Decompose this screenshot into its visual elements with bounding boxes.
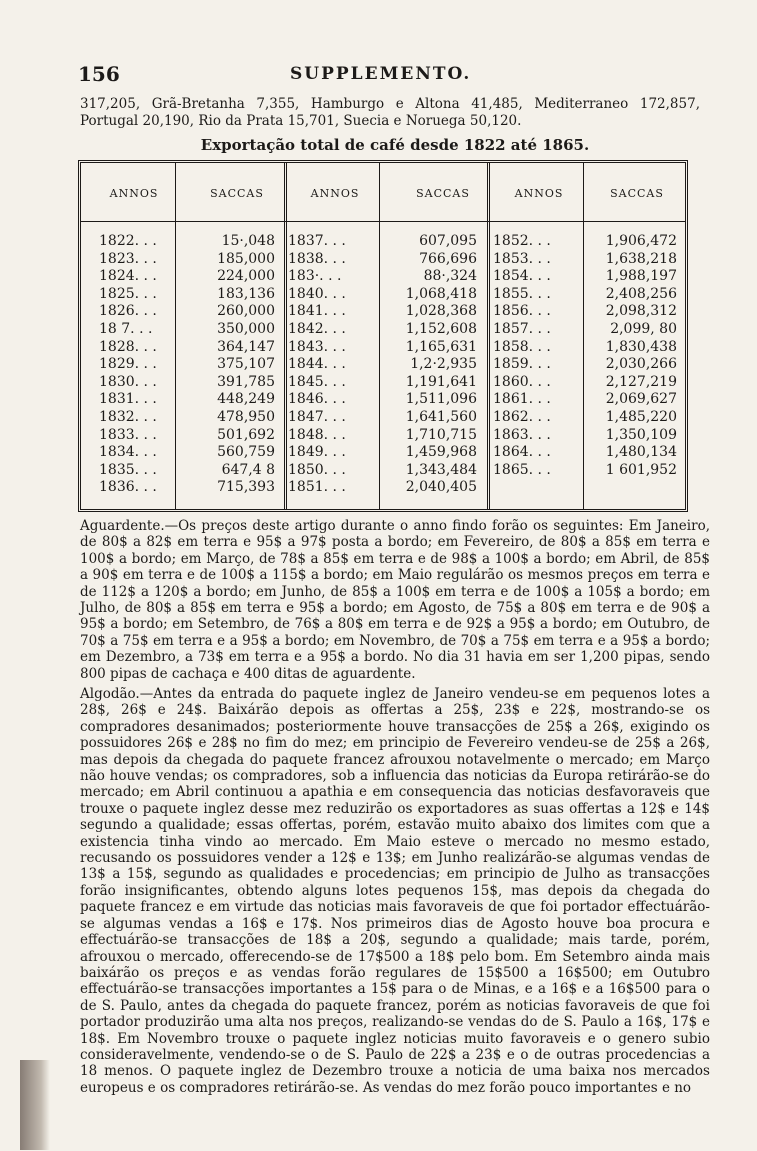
table-cell: 1,988,197 — [605, 268, 677, 285]
table-cell: 88·,324 — [423, 268, 477, 285]
table-cell: 224,000 — [217, 268, 275, 285]
col-divider — [284, 163, 287, 509]
table-cell: 2,408,256 — [605, 285, 677, 302]
table-cell: 1854. . . — [493, 268, 551, 285]
table-cell: 1,641,560 — [405, 408, 477, 425]
table-cell: 2,099, 80 — [610, 320, 677, 337]
table-cell: 1831. . . — [99, 391, 157, 408]
intro-text: 317,205, Grã-Bretanha 7,355, Hamburgo e Altona 41,485, Mediterraneo 172,857, Portugal 20,190, Rio da Prata 15,701, Suecia e Noruega 50,120. — [80, 96, 700, 129]
table-cell: 1,343,484 — [405, 461, 477, 478]
table-cell: 1837. . . — [288, 233, 346, 249]
table-cell: 478,950 — [217, 408, 275, 425]
table-cell: 1864. . . — [493, 444, 551, 461]
col-divider — [379, 163, 380, 509]
col-divider — [583, 163, 584, 509]
table-cell: 1,485,220 — [605, 408, 677, 425]
table-cell: 766,696 — [419, 250, 477, 267]
table-cell: 1836. . . — [99, 479, 157, 496]
table-cell: 183·. . . — [288, 268, 342, 285]
table-cell: 1835. . . — [99, 461, 157, 478]
years-col-3 — [493, 233, 581, 479]
table-cell: 2,030,266 — [605, 356, 677, 373]
saccas-col-2 — [381, 233, 477, 497]
table-cell: 1862. . . — [493, 408, 551, 425]
table-cell: 1,830,438 — [605, 338, 677, 355]
export-table — [78, 160, 688, 512]
table-cell: 1,710,715 — [405, 426, 477, 443]
table-cell: 1,191,641 — [405, 373, 477, 390]
table-cell: 183,136 — [217, 285, 275, 302]
table-title: Exportação total de café desde 1822 até 1865. — [200, 136, 590, 154]
table-cell: 15·,048 — [221, 233, 275, 249]
table-cell: 501,692 — [217, 426, 275, 443]
table-cell: 1,028,368 — [405, 303, 477, 320]
table-cell: 1825. . . — [99, 285, 157, 302]
table-cell: 1851. . . — [288, 479, 346, 496]
table-cell: 1865. . . — [493, 461, 551, 478]
table-cell: 1845. . . — [288, 373, 346, 390]
table-cell: 1830. . . — [99, 373, 157, 390]
saccas-col-3 — [587, 233, 677, 479]
table-cell: 2,098,312 — [605, 303, 677, 320]
header-annos-1: ANNOS — [109, 187, 159, 200]
table-cell: 1,906,472 — [605, 233, 677, 249]
table-cell: 391,785 — [217, 373, 275, 390]
table-cell: 2,040,405 — [405, 479, 477, 496]
table-cell: 1863. . . — [493, 426, 551, 443]
table-cell: 1847. . . — [288, 408, 346, 425]
header-annos-3: ANNOS — [514, 187, 564, 200]
table-cell: 1,2·2,935 — [410, 356, 477, 373]
table-cell: 1855. . . — [493, 285, 551, 302]
col-divider — [175, 163, 176, 509]
table-cell: 1828. . . — [99, 338, 157, 355]
table-cell: 1,165,631 — [405, 338, 477, 355]
table-cell: 1,459,968 — [405, 444, 477, 461]
table-cell: 1 601,952 — [605, 461, 677, 478]
header-saccas-2: SACCAS — [416, 187, 470, 200]
table-cell: 1846. . . — [288, 391, 346, 408]
table-cell: 1823. . . — [99, 250, 157, 267]
table-cell: 1,068,418 — [405, 285, 477, 302]
table-cell: 1856. . . — [493, 303, 551, 320]
table-cell: 1,511,096 — [405, 391, 477, 408]
header-saccas-1: SACCAS — [210, 187, 264, 200]
table-cell: 1852. . . — [493, 233, 551, 249]
table-cell: 185,000 — [217, 250, 275, 267]
page-number: 156 — [78, 62, 120, 86]
saccas-col-1 — [189, 233, 275, 497]
table-cell: 2,069,627 — [605, 391, 677, 408]
table-cell: 1860. . . — [493, 373, 551, 390]
table-cell: 1829. . . — [99, 356, 157, 373]
table-cell: 1838. . . — [288, 250, 346, 267]
paragraph-aguardente: Aguardente.—Os preços deste artigo durante o anno findo forão os seguintes: Em Janeiro, de 80$ a 82$ em terra e 95$ a 97$ posta a bordo; em Fevereiro, de 80$ a 85$ em terra e 100$ a bordo; em Março, de 78$ a 85$ em terra e de 98$ a 100$ a bordo; em Abril, de 85$ a 90$ em terra e de 100$ a 115$ a bordo; em Maio regulárão os mesmos preços em terra e de 112$ a 120$ a bordo; em Junho, de 85$ a 100$ em terra e de 100$ a 105$ a bordo; em Julho, de 80$ a 85$ em terra e 95$ a bordo; em Agosto, de 75$ a 80$ em terra e de 90$ a 95$ a bordo; em Setembro, de 76$ a 80$ em terra e de 92$ a 95$ a bordo; em Outubro, de 70$ a 75$ em terra e a 95$ a bordo; em Novembro, de 70$ a 75$ em terra e a 95$ a bordo; em Dezembro, a 73$ em terra e a 95$ a bordo. No dia 31 havia em ser 1,200 pipas, sendo 800 pipas de cachaça e 400 ditas de aguardente. — [80, 518, 710, 682]
table-cell: 1840. . . — [288, 285, 346, 302]
table-cell: 364,147 — [217, 338, 275, 355]
table-cell: 1858. . . — [493, 338, 551, 355]
table-cell: 1832. . . — [99, 408, 157, 425]
table-cell: 1849. . . — [288, 444, 346, 461]
running-title: SUPPLEMENTO. — [290, 64, 472, 84]
table-cell: 1,350,109 — [605, 426, 677, 443]
table-cell: 1861. . . — [493, 391, 551, 408]
table-cell: 1,152,608 — [405, 320, 477, 337]
table-cell: 715,393 — [217, 479, 275, 496]
table-cell: 1824. . . — [99, 268, 157, 285]
table-cell: 1843. . . — [288, 338, 346, 355]
header-annos-2: ANNOS — [310, 187, 360, 200]
table-cell: 2,127,219 — [605, 373, 677, 390]
years-col-1 — [99, 233, 175, 497]
table-cell: 1833. . . — [99, 426, 157, 443]
table-cell: 1842. . . — [288, 320, 346, 337]
table-cell: 1848. . . — [288, 426, 346, 443]
paragraph-algodao: Algodão.—Antes da entrada do paquete inglez de Janeiro vendeu-se em pequenos lotes a 28$, 26$ e 24$. Baixárão depois as offertas a 25$, 23$ e 22$, mostrando-se os compradores desanimados; posteriormente houve transacções de 25$ a 26$, exigindo os possuidores 26$ e 28$ no fim do mez; em principio de Fevereiro vendeu-se de 25$ a 26$, mas depois da chegada do paquete francez afrouxou notavelmente o mercado; em Março não houve vendas; os compradores, sob a influencia das noticias da Europa retirárão-se do mercado; em Abril continuou a apathia e em consequencia das noticias desfavoraveis que trouxe o paquete inglez desse mez reduzirão os exportadores as suas offertas a 12$ e 14$ segundo a qualidade; essas offertas, porém, estavão muito abaixo dos limites com que a existencia tinha vindo ao mercado. Em Maio esteve o mercado no mesmo estado, recusando os possuidores vender a 12$ e 13$; em Junho realizárão-se algumas vendas de 13$ a 15$, segundo as qualidades e procedencias; em principio de Julho as transacções forão insignificantes, obtendo alguns lotes pequenos 15$, mas depois da chegada do paquete francez e em virtude das noticias mais favoraveis de que foi portador effectuárão-se algumas vendas a 16$ e 17$. Nos primeiros dias de Agosto houve boa procura e effectuárão-se transacções de 18$ a 20$, segundo a qualidade; mais tarde, porém, afrouxou o mercado, offerecendo-se de 17$500 a 18$ pelo bom. Em Setembro ainda mais baixárão os preços e as vendas forão regulares de 15$500 a 16$500; em Outubro effectuárão-se transacções importantes a 15$ para o de Minas, e a 16$ e a 16$500 para o de S. Paulo, antes da chegada do paquete francez, porém as noticias favoraveis de que foi portador produzirão uma alta nos preços, realizando-se vendas do de S. Paulo a 16$, 17$ e 18$. Em Novembro trouxe o paquete inglez noticias muito favoraveis e o genero subio consideravelmente, vendendo-se o de S. Paulo de 22$ a 23$ e o de outras procedencias a 18 menos. O paquete inglez de Dezembro trouxe a noticia de uma baixa nos mercados europeus e os compradores retirárão-se. As vendas do mez forão pouco importantes e no — [80, 686, 710, 1096]
years-col-2 — [288, 233, 378, 497]
table-cell: 1850. . . — [288, 461, 346, 478]
table-cell: 1,638,218 — [605, 250, 677, 267]
table-cell: 560,759 — [217, 444, 275, 461]
col-divider — [487, 163, 490, 509]
table-cell: 350,000 — [217, 320, 275, 337]
table-cell: 1853. . . — [493, 250, 551, 267]
table-cell: 1857. . . — [493, 320, 551, 337]
table-cell: 1844. . . — [288, 356, 346, 373]
table-cell: 1859. . . — [493, 356, 551, 373]
page-stain — [20, 1060, 50, 1150]
table-cell: 1,480,134 — [605, 444, 677, 461]
table-cell: 260,000 — [217, 303, 275, 320]
table-cell: 1826. . . — [99, 303, 157, 320]
table-cell: 375,107 — [217, 356, 275, 373]
table-cell: 1822. . . — [99, 233, 157, 249]
table-cell: 1841. . . — [288, 303, 346, 320]
table-cell: 647,4 8 — [221, 461, 275, 478]
header-saccas-3: SACCAS — [610, 187, 664, 200]
table-cell: 448,249 — [217, 391, 275, 408]
table-cell: 607,095 — [419, 233, 477, 249]
table-cell: 1834. . . — [99, 444, 157, 461]
table-cell: 18 7. . . — [99, 320, 153, 337]
